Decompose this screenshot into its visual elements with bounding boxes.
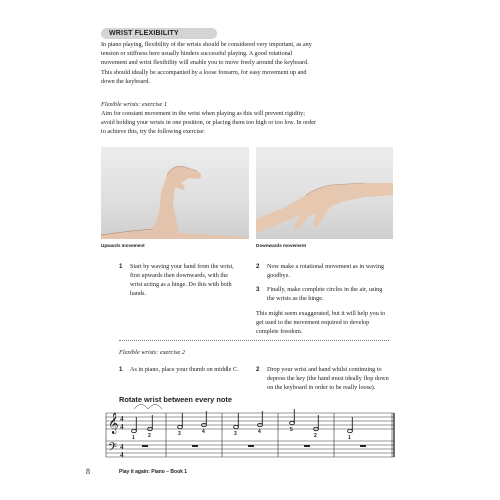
photo-downwards-movement [256,147,393,239]
fingering: 2 [148,433,151,439]
bass-staff [106,441,394,457]
note [348,429,353,432]
hand-downwards-illustration [256,147,393,239]
whole-rest [360,445,366,447]
step-number: 3 [256,286,260,293]
step-2 [256,262,388,280]
exercise-2-step-1 [119,365,244,374]
exercise-1-title: Flexible wrists: exercise 1 [101,101,168,108]
whole-rest [192,445,198,447]
note [178,425,183,428]
music-title: Rotate wrist between every note [119,395,232,404]
step-3 [256,285,388,303]
rotation-arcs [134,405,162,410]
steps-column-left [119,262,239,298]
intro-paragraph: In piano playing, flexibility of the wrists should be considered very important, as any tension or stiffness here usually hinders successful playing. A good rotational movement and wrist flexibility will enable you to move freely around the keyboard. This should ideally be accompanied by a loose forearm, for easy movement up and down the keyboard. [101,41,312,85]
whole-rest [304,445,310,447]
note [290,421,295,424]
steps-column-right [256,262,388,337]
whole-rest [142,445,148,447]
time-signature-bottom: 4 [120,423,124,431]
step-text: Drop your wrist and hand whilst continuing to depress the key (the hand must ideally flop down on the keyboard in order to be really loose). [267,366,389,391]
treble-clef-icon: 𝄞 [108,413,119,434]
step-1 [119,262,239,298]
fingering: 2 [314,433,317,439]
music-score [104,403,396,463]
treble-staff [106,413,394,429]
page-number: 8 [86,467,90,476]
caption-upwards: Upwards movement [101,243,145,248]
step-text: As in piano, place your thumb on middle C. [130,366,239,373]
fingering: 3 [234,431,237,437]
section-divider [119,340,389,341]
fingering: 1 [348,435,351,441]
exercise-1 [101,100,319,137]
fingering: 4 [202,429,205,435]
fingering: 4 [258,429,261,435]
fingering: 3 [178,431,181,437]
note [132,429,137,432]
step-text: Finally, make complete circles in the air, using the wrists as the hinge. [267,286,383,302]
fingering: 1 [132,435,135,441]
exercise-2-title: Flexible wrists: exercise 2 [119,349,186,356]
step-number: 2 [256,263,260,270]
fingering: 5 [290,427,293,433]
step-number: 1 [119,263,123,270]
step-number: 1 [119,366,123,373]
hand-upwards-illustration [101,147,249,239]
note [234,425,239,428]
step-text: Now make a rotational movement as in waving goodbye. [267,263,385,279]
note-paragraph: This might seem exaggerated, but it will help you to get used to the movement required to develop complete freedom. [256,310,386,336]
bass-rests [142,445,366,447]
time-signature-bottom-bass: 4 [120,451,124,459]
caption-downwards: Downwards movement [256,243,307,248]
whole-rest [248,445,254,447]
step-number: 2 [256,366,260,373]
section-title: WRIST FLEXIBILITY [101,28,217,39]
bass-clef-icon: 𝄢 [108,441,118,457]
book-title: Play it again: Piano – Book 1 [119,469,188,475]
exercise-2-step-2 [256,365,391,392]
time-signature-top: 4 [120,415,124,423]
photo-upwards-movement [101,147,249,239]
time-signature-top-bass: 4 [120,443,124,451]
exercise-1-text: Aim for constant movement in the wrist when playing as this will prevent rigidity; avoid holding your wrists in one position, or placing them too high or too low. In order to achieve this, try the following exercise: [101,110,317,136]
step-text: Start by waving your hand from the wrist, first upwards then downwards, with the wrist acting as a hinge. Do this with both hands. [130,263,234,297]
